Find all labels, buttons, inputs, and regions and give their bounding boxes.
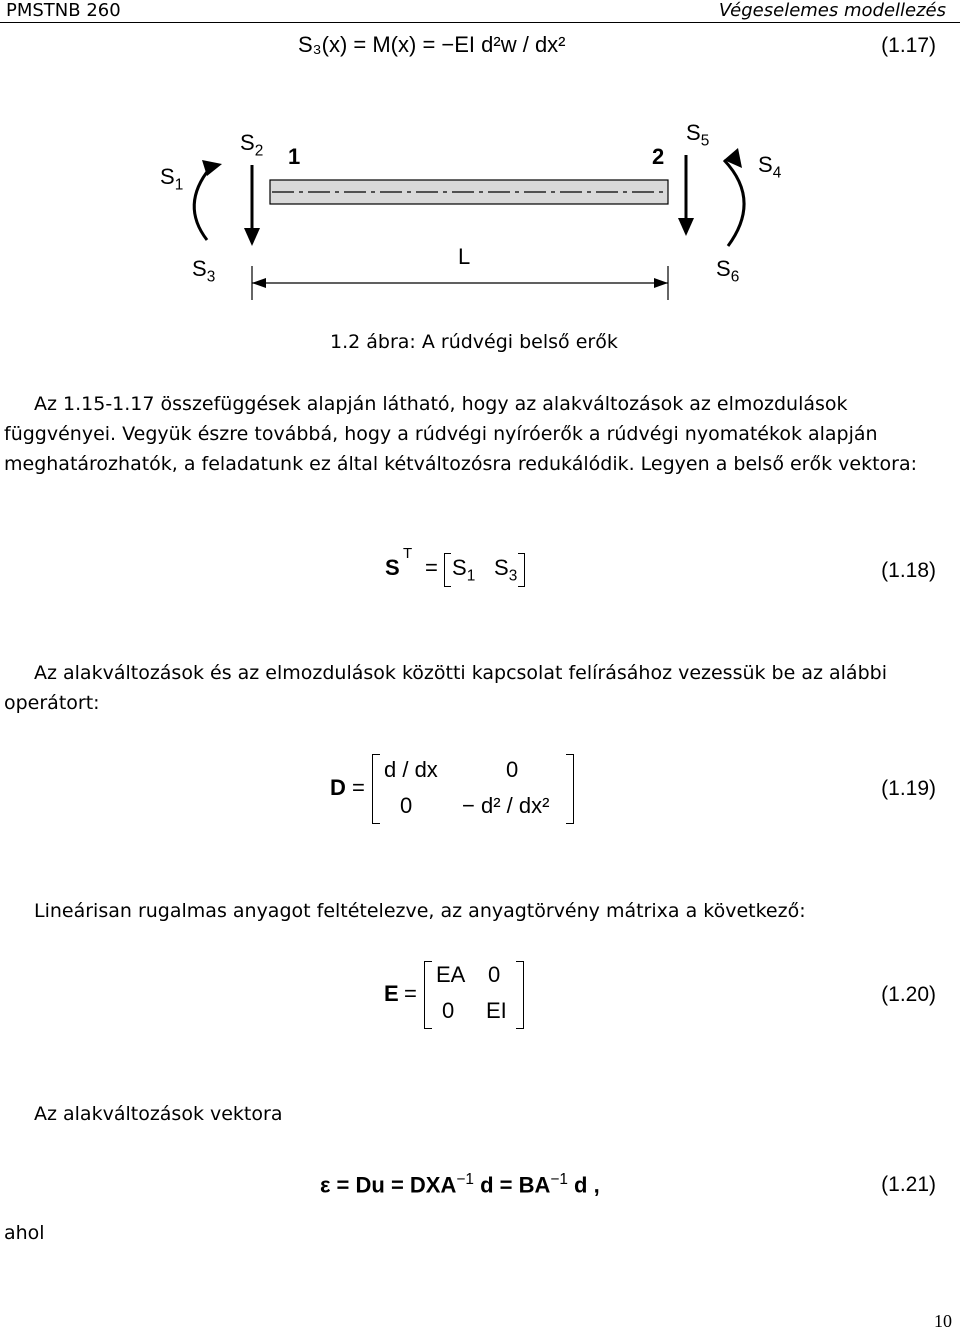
paragraph-1: Az 1.15-1.17 összefüggések alapján látható, hogy az alakváltozások az elmozdulások függvényei. Vegyük észre továbbá, hogy a rúdvégi nyíróerők a rúdvégi nyomatékok alapján meghatározhatók, a feladatunk ez által kétváltozósra redukálódik. Legyen a belső erők vektora: (4, 393, 918, 475)
eq-1-19-bracket-right (566, 754, 574, 824)
dimension-arrow-left (252, 278, 266, 288)
eq-1-18-element-2: $S_3$ (494, 555, 518, 585)
eq-1-18-equals: = (425, 555, 438, 580)
shear-arrowhead-s5 (678, 218, 694, 236)
eq-1-21-part-b: d = BA (480, 1172, 551, 1198)
eq-1-19-bracket-left (372, 754, 380, 824)
running-header-right: Végeselemes modellezés (718, 0, 946, 21)
paragraph-3: Lineárisan rugalmas anyagot feltételezve, az anyagtörvény mátrixa a következő: (34, 900, 806, 922)
equation-1-17: S₃(x) = M(x) = −EI d²w / dx² (298, 32, 566, 57)
beam-figure-svg (0, 110, 960, 310)
paragraph-4: Az alakváltozások vektora (34, 1103, 283, 1125)
eq-1-19-m22: − d² / dx² (462, 793, 550, 818)
equation-number-1-20: (1.20) (881, 983, 936, 1006)
paragraph-2: Az alakváltozások és az elmozdulások közötti kapcsolat felírásához vezessük be az alábbi operátort: (4, 662, 887, 714)
equation-number-1-18: (1.18) (881, 559, 936, 582)
eq-1-18-lhs: S (385, 555, 400, 580)
beam-figure (0, 110, 960, 310)
eq-1-18-bracket-right (518, 553, 525, 587)
eq-1-18-sup: T (403, 545, 413, 562)
moment-arc-s1 (194, 168, 210, 240)
label-s1: $S_1$ (160, 164, 184, 194)
figure-caption: 1.2 ábra: A rúdvégi belső erők (330, 331, 618, 353)
label-s2: $S_2$ (240, 130, 264, 160)
eq-1-20-m12: 0 (488, 962, 501, 987)
node-label-2: 2 (652, 144, 665, 169)
label-s5: $S_5$ (686, 120, 710, 150)
equation-number-1-19: (1.19) (881, 777, 936, 800)
eq-1-20-bracket-left (424, 961, 432, 1029)
label-s6: $S_6$ (716, 256, 740, 286)
eq-1-18-element-1: $S_1$ (452, 555, 476, 585)
paragraph-5: ahol (4, 1222, 45, 1244)
equation-number-1-21: (1.21) (881, 1173, 936, 1196)
dimension-arrow-right (654, 278, 668, 288)
eq-1-21-sup-1: −1 (456, 1171, 474, 1188)
eq-1-20-equals: = (404, 981, 417, 1006)
eq-1-19-equals: = (352, 775, 365, 800)
eq-1-20-m11: EA (436, 962, 466, 987)
eq-1-20-lhs: E (384, 981, 399, 1006)
equation-number-1-17: (1.17) (881, 34, 936, 57)
label-s3: $S_3$ (192, 256, 216, 286)
eq-1-18-bracket-left (444, 553, 451, 587)
shear-arrowhead-s2 (244, 228, 260, 246)
eq-1-20-bracket-right (516, 961, 524, 1029)
label-s4: $S_4$ (758, 152, 782, 182)
eq-1-21-part-c: d , (574, 1172, 600, 1198)
moment-arc-s4 (724, 160, 744, 246)
page-number: 10 (934, 1311, 952, 1331)
eq-1-20-m21: 0 (442, 998, 455, 1023)
eq-1-19-lhs: D (330, 775, 346, 800)
eq-1-21-sup-2: −1 (550, 1171, 568, 1188)
node-label-1: 1 (288, 144, 301, 169)
eq-1-21-part-a: ε = Du = DXA (320, 1172, 457, 1198)
equation-1-21 (320, 1171, 600, 1198)
label-length: L (458, 244, 471, 269)
eq-1-19-m12: 0 (506, 757, 519, 782)
eq-1-20-m22: EI (486, 998, 507, 1023)
eq-1-19-m11: d / dx (384, 757, 438, 782)
eq-1-19-m21: 0 (400, 793, 413, 818)
header-rule (0, 22, 960, 23)
running-header-left: PMSTNB 260 (6, 0, 121, 21)
